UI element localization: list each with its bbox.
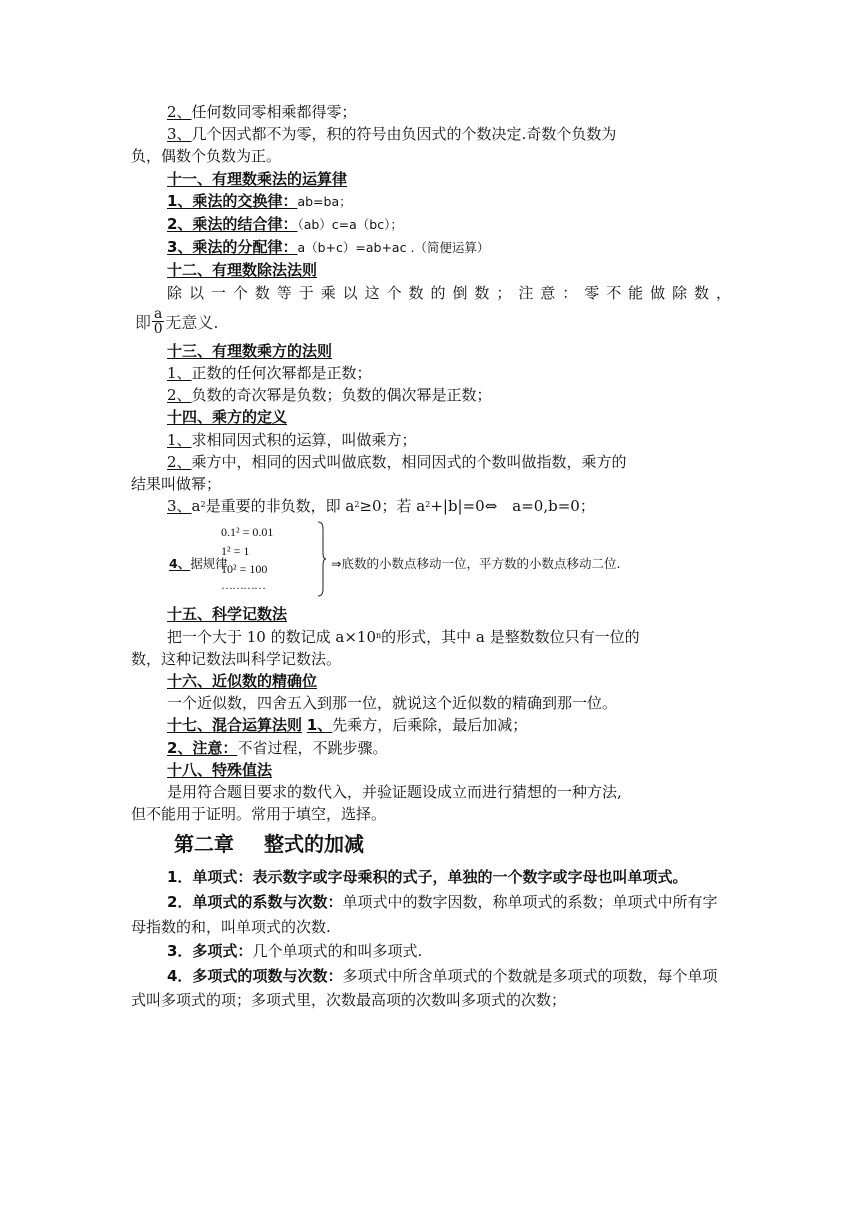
s15-text-cont: 数，这种记数法叫科学记数法。 xyxy=(131,649,342,668)
rule-number: 4、 xyxy=(169,556,191,572)
math-text: 是重要的非负数，即 a xyxy=(205,497,355,516)
chapter2-para-1 xyxy=(131,865,731,890)
s13-item-1 xyxy=(131,362,731,384)
item-text: 任何数同零相乘都得零； xyxy=(191,103,357,121)
chapter-label: 第二章 xyxy=(174,832,234,857)
s10-item-3-cont xyxy=(131,145,731,167)
fraction-denominator: 0 xyxy=(153,321,163,338)
fraction-a-over-0 xyxy=(152,307,164,336)
document-content xyxy=(131,101,731,1013)
item-text: 负，偶数个负数为正。 xyxy=(131,147,282,166)
item-text: a（b+c）=ab+ac .（简便运算） xyxy=(297,240,490,256)
item-number: 1、 xyxy=(167,430,192,449)
math-text: a xyxy=(191,497,201,516)
chapter2-para-4 xyxy=(131,964,731,1013)
chapter-title: 整式的加减 xyxy=(264,832,364,857)
superscript: 2 xyxy=(200,500,206,510)
section-title: 十七、混合运算法则 xyxy=(167,716,303,735)
chapter-heading xyxy=(131,827,731,861)
rule-equations xyxy=(221,523,273,591)
item-text: 负数的奇次幂是负数；负数的偶次幂是正数； xyxy=(191,386,492,405)
rule-equation: 10² = 100 xyxy=(221,562,268,577)
item-text: 把一个大于 10 的数记成 a×10 xyxy=(167,627,376,646)
item-number: 2、 xyxy=(167,452,192,471)
section-heading-16: 十六、近似数的精确位 xyxy=(167,672,318,691)
s13-item-2 xyxy=(131,384,731,406)
term-text: 几个单项式的和叫多项式. xyxy=(252,942,423,961)
s12-fraction-image xyxy=(135,304,731,340)
fraction-prefix: 即 xyxy=(135,313,152,333)
s15-text xyxy=(131,626,731,648)
s18-text: 是用符合题目要求的数代入，并验证题设成立而进行猜想的一种方法, xyxy=(167,783,622,802)
item-number: 3、 xyxy=(167,497,192,516)
item-number: 1、 xyxy=(167,364,192,383)
section-heading-14: 十四、乘方的定义 xyxy=(167,408,288,427)
rule-equation: 0.1² = 0.01 xyxy=(221,525,274,540)
item-text: 乘方中，相同的因式叫做底数，相同因式的个数叫做指数，乘方的 xyxy=(191,452,627,471)
fraction-suffix: 无意义. xyxy=(165,313,219,333)
s11-item-1 xyxy=(131,190,731,213)
math-text: ≥0；若 a xyxy=(359,497,426,516)
item-number: 2、 xyxy=(167,103,192,121)
item-number: 3、 xyxy=(167,125,192,144)
s10-item-3 xyxy=(131,123,731,145)
item-label: 2、乘法的结合律： xyxy=(167,215,298,234)
s10-item-2 xyxy=(131,101,731,123)
s12-text: 除以一个数等于乘以这个数的倒数；注意：零不能做除数， xyxy=(167,283,731,302)
section-heading-17 xyxy=(131,714,731,736)
s14-item-3 xyxy=(131,495,731,517)
item-text: 不省过程，不跳步骤。 xyxy=(237,738,388,757)
section-heading-11: 十一、有理数乘法的运算律 xyxy=(167,169,348,188)
term-heading: 3．多项式： xyxy=(167,942,253,961)
fraction-numerator: a xyxy=(154,306,163,323)
term-heading: 1．单项式： xyxy=(167,868,253,887)
superscript: n xyxy=(376,630,382,640)
item-number: 1、 xyxy=(306,716,333,735)
term-text: 表示数字或字母乘积的式子，单独的一个数字或字母也叫单项式。 xyxy=(252,868,688,887)
rule-label-text: 据规律 xyxy=(190,556,228,572)
item-text: 的形式，其中 a 是整数数位只有一位的 xyxy=(381,627,640,646)
right-brace-icon xyxy=(317,521,327,597)
s17-item-2 xyxy=(131,737,731,759)
term-heading: 2．单项式的系数与次数： xyxy=(167,893,343,912)
rule-equation: 1² = 1 xyxy=(221,543,250,558)
item-number: 2、 xyxy=(167,386,192,405)
item-label: 2、注意： xyxy=(167,738,238,757)
term-heading: 4．多项式的项数与次数： xyxy=(167,966,343,985)
rule-label xyxy=(169,554,228,572)
item-text: ab=ba； xyxy=(297,193,352,209)
s14-rule-block xyxy=(131,517,731,603)
s14-item-1 xyxy=(131,429,731,451)
section-heading-12: 十二、有理数除法法则 xyxy=(167,261,318,280)
item-text: 求相同因式积的运算，叫做乘方； xyxy=(191,430,417,449)
section-heading-15: 十五、科学记数法 xyxy=(167,605,288,624)
chapter2-para-3 xyxy=(131,939,731,964)
term-text: 多项式中所含单项式的个数就是多项式的项数，每个单项式叫多项式的项；多项式里，次数最高项的次数叫多项式的次数； xyxy=(131,966,718,1010)
item-text: 先乘方，后乘除，最后加减； xyxy=(332,716,528,735)
rule-conclusion: ⇒底数的小数点移动一位，平方数的小数点移动二位. xyxy=(331,556,621,572)
math-text: +|b|=0⇔ a=0,b=0； xyxy=(430,497,595,516)
s14-item-2-cont xyxy=(131,473,731,495)
section-heading-18: 十八、特殊值法 xyxy=(167,760,273,779)
s11-item-2 xyxy=(131,213,731,236)
s11-item-3 xyxy=(131,236,731,259)
item-text: （ab）c=a（bc）； xyxy=(297,217,403,233)
term-text: 单项式中的数字因数，称单项式的系数；单项式中所有字母指数的和，叫单项式的次数. xyxy=(131,893,718,936)
s18-text-cont: 但不能用于证明。常用于填空，选择。 xyxy=(131,805,387,824)
superscript: 2 xyxy=(425,500,431,510)
section-heading-13: 十三、有理数乘方的法则 xyxy=(167,341,333,360)
item-label: 1、乘法的交换律： xyxy=(167,191,298,210)
superscript: 2 xyxy=(354,500,360,510)
item-text: 结果叫做幂； xyxy=(131,475,222,494)
chapter2-para-2 xyxy=(131,890,731,939)
item-label: 3、乘法的分配律： xyxy=(167,238,298,257)
s14-item-2 xyxy=(131,451,731,473)
item-text: 几个因式都不为零，积的符号由负因式的个数决定.奇数个负数为 xyxy=(191,125,617,144)
s16-text: 一个近似数，四舍五入到那一位，就说这个近似数的精确到那一位。 xyxy=(167,694,618,713)
rule-equation: ………… xyxy=(221,577,265,592)
item-text: 正数的任何次幂都是正数； xyxy=(191,364,372,383)
